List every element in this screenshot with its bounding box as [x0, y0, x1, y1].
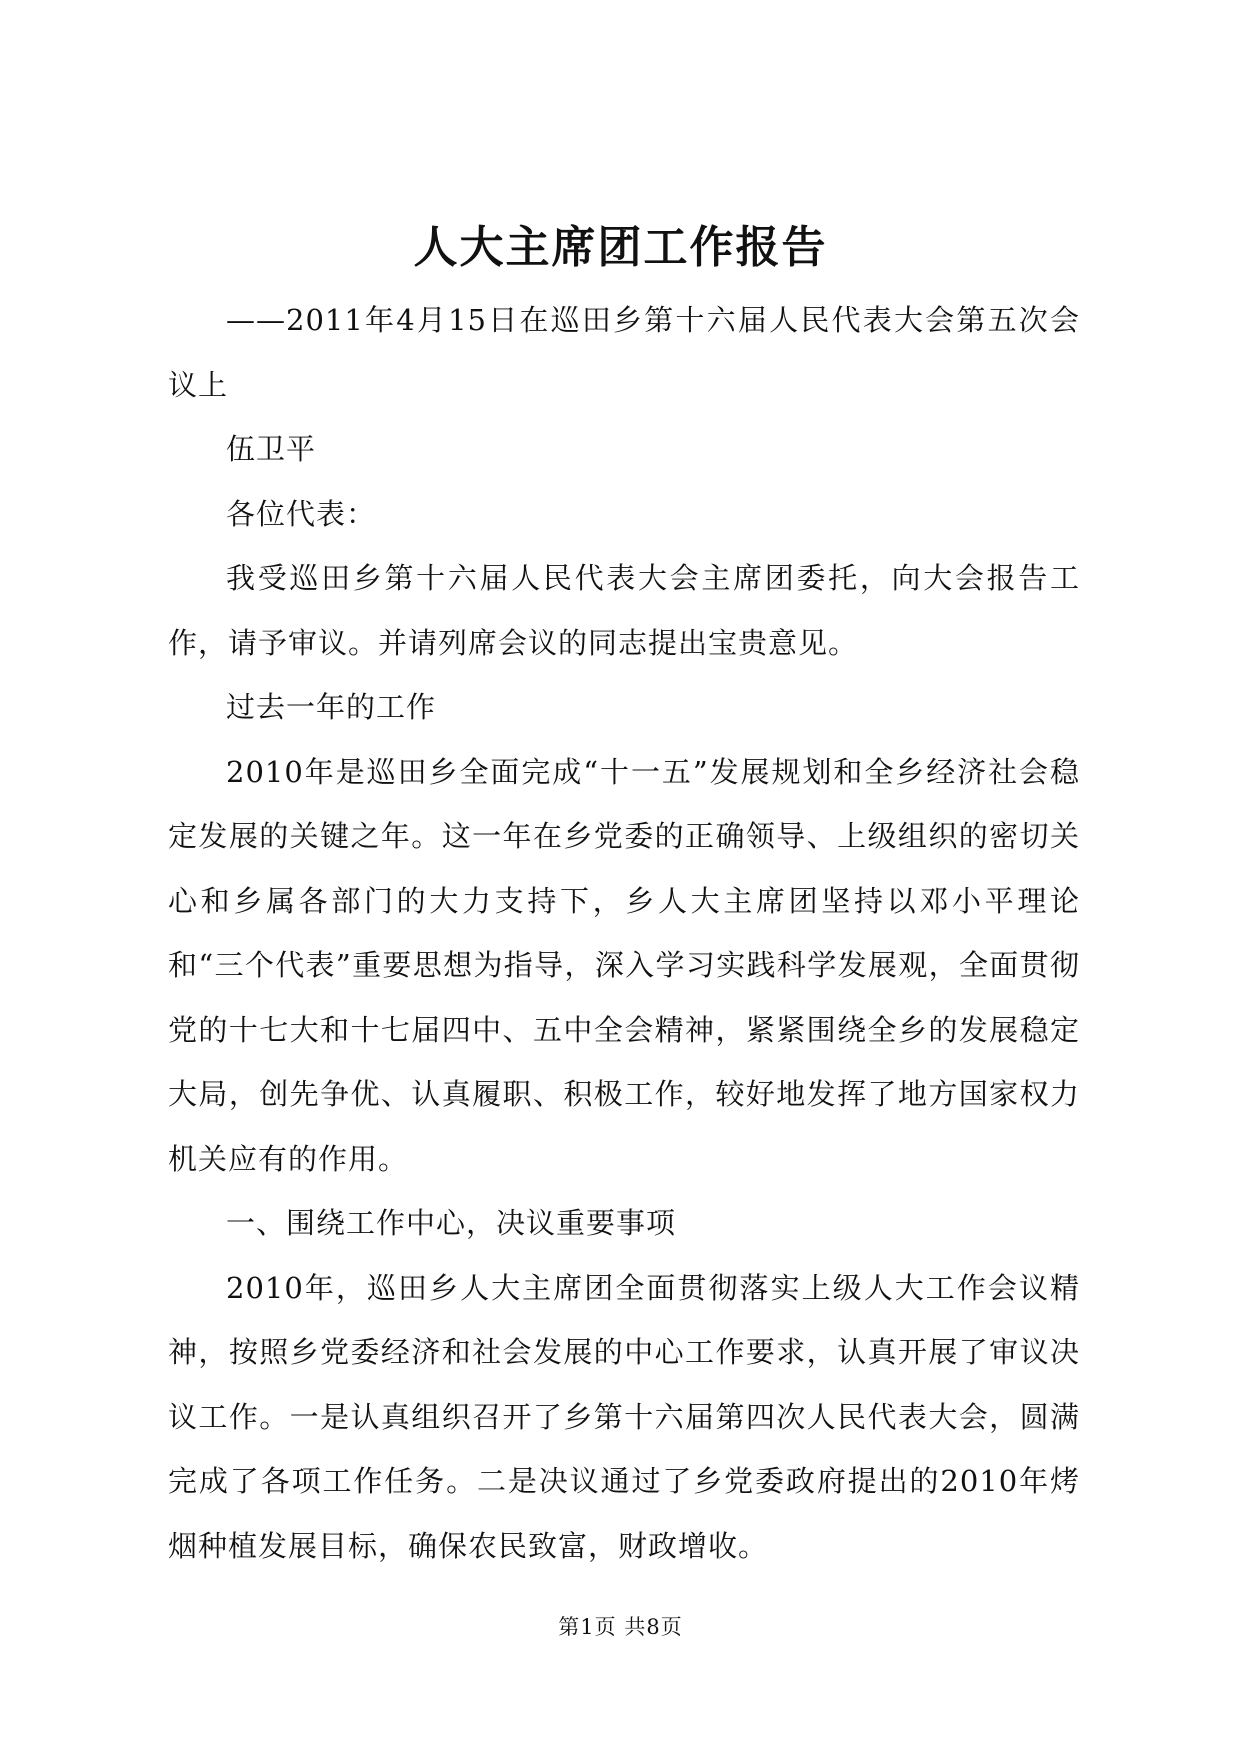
document-title: 人大主席团工作报告	[413, 222, 828, 273]
subtitle: ——2011年4月15日在巡田乡第十六届人民代表大会第五次会议上	[168, 303, 1080, 402]
page-number: 第1页 共8页	[558, 1615, 683, 1639]
paragraph-intro: 我受巡田乡第十六届人民代表大会主席团委托，向大会报告工作，请予审议。并请列席会议的同志提出宝贵意见。	[168, 561, 1080, 660]
section-heading-past-year: 过去一年的工作	[226, 690, 437, 724]
author-name: 伍卫平	[226, 432, 317, 466]
section-heading-1: 一、围绕工作中心，决议重要事项	[226, 1206, 677, 1240]
document-body	[168, 288, 1080, 1578]
salutation: 各位代表：	[226, 496, 377, 531]
paragraph-2010-deliberation: 2010年，巡田乡人大主席团全面贯彻落实上级人大工作会议精神，按照乡党委经济和社会发展的中心工作要求，认真开展了审议决议工作。一是认真组织召开了乡第十六届第四次人民代表大会，圆满完成了各项工作任务。二是决议通过了乡党委政府提出的2010年烤烟种植发展目标，确保农民致富，财政增收。	[168, 1270, 1080, 1563]
paragraph-2010-overview: 2010年是巡田乡全面完成“十一五”发展规划和全乡经济社会稳定发展的关键之年。这一年在乡党委的正确领导、上级组织的密切关心和乡属各部门的大力支持下，乡人大主席团坚持以邓小平理论和“三个代表”重要思想为指导，深入学习实践科学发展观，全面贯彻党的十七大和十七届四中、五中全会精神，紧紧围绕全乡的发展稳定大局，创先争优、认真履职、积极工作，较好地发挥了地方国家权力机关应有的作用。	[168, 754, 1080, 1176]
